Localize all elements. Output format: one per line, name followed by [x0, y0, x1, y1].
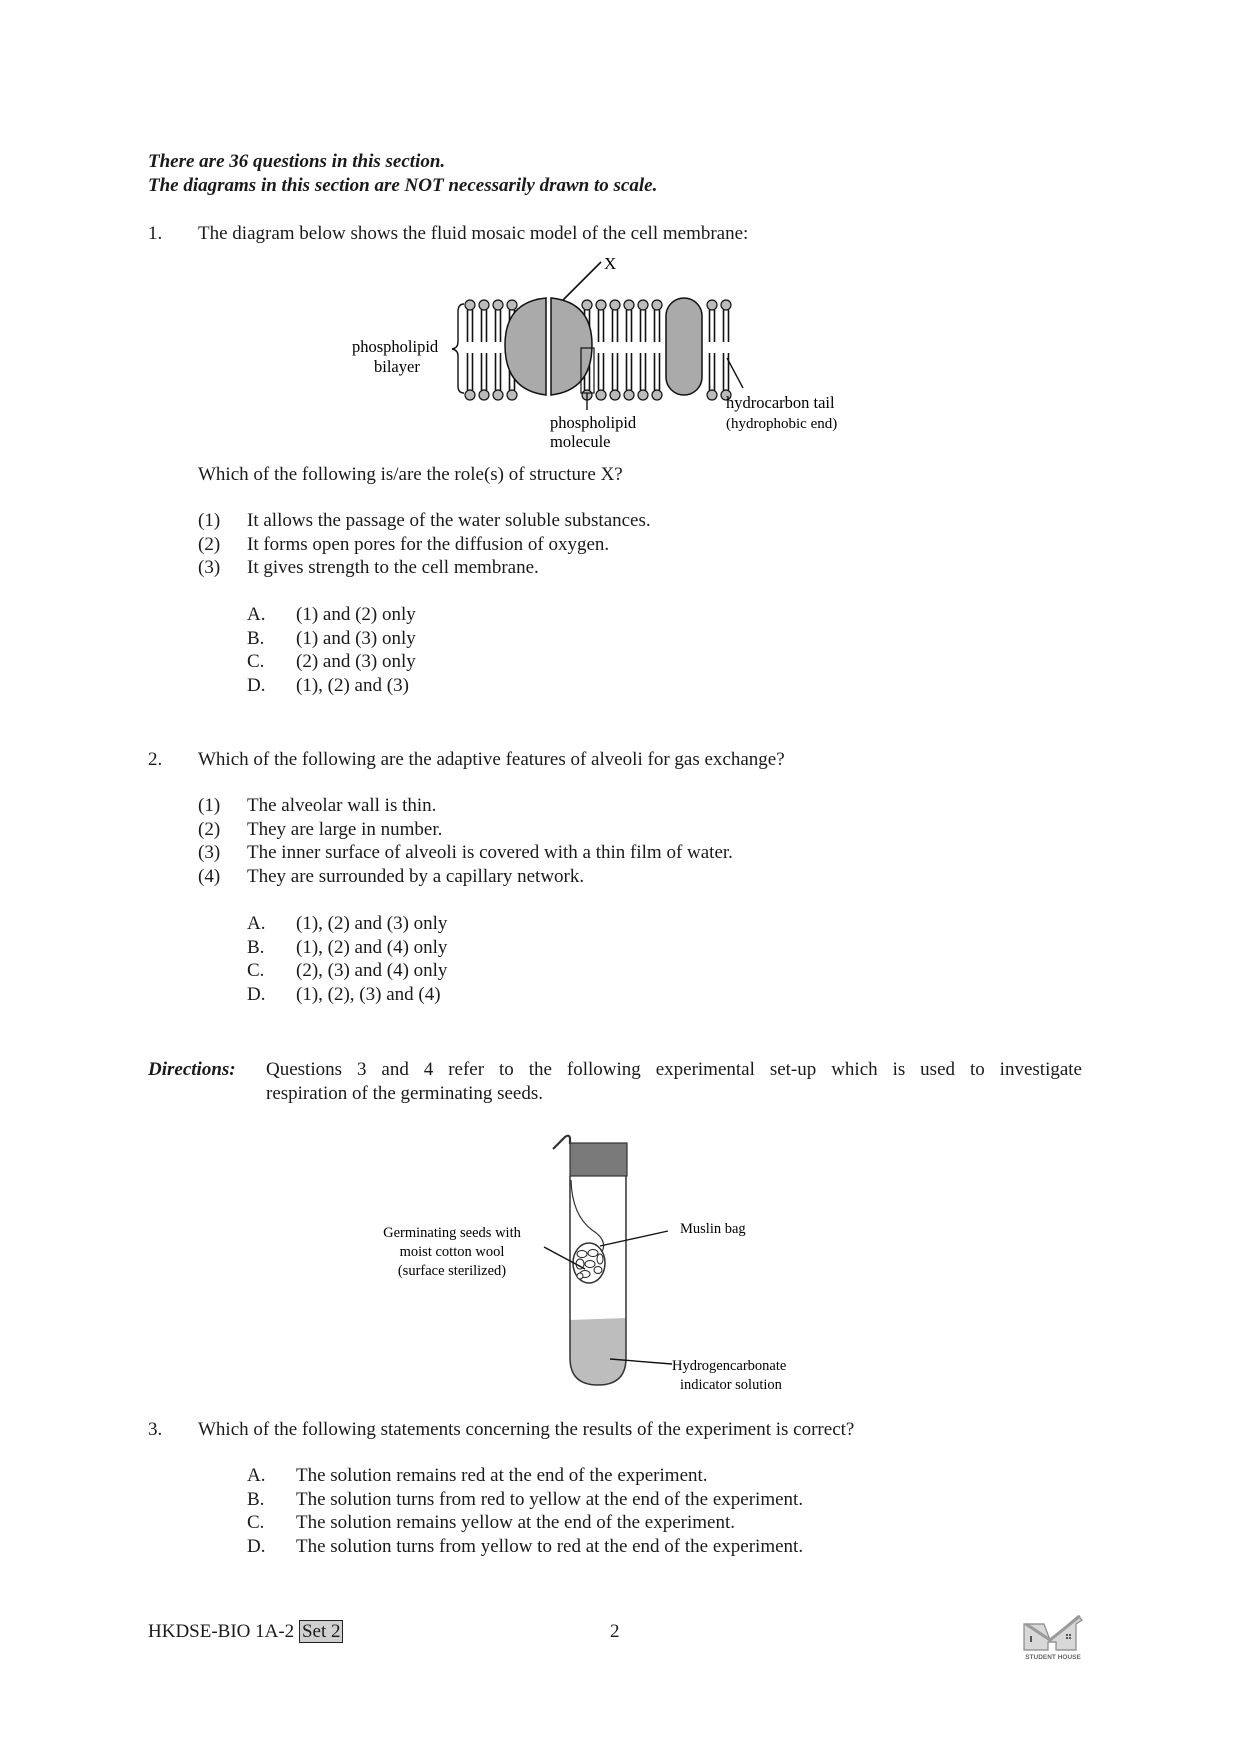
option-label: B. [247, 627, 265, 649]
phospholipid [596, 300, 606, 342]
directions-label: Directions: [148, 1059, 236, 1080]
indicator-solution [570, 1318, 626, 1385]
page-number: 2 [610, 1621, 620, 1642]
label-bilayer-2: bilayer [374, 357, 420, 376]
phospholipid [610, 300, 620, 342]
phosphate-head [610, 390, 620, 400]
cell-membrane-diagram [340, 250, 860, 450]
label-seeds-2: moist cotton wool [399, 1244, 505, 1260]
label-indicator-2: indicator solution [680, 1377, 782, 1393]
option-label: A. [247, 913, 266, 934]
phospholipid [465, 300, 475, 342]
experimental-setup-diagram [360, 1120, 840, 1420]
phosphate-head [507, 300, 517, 310]
question-number: 1. [148, 223, 163, 244]
phosphate-head [721, 300, 731, 310]
x-pointer-line [563, 262, 601, 300]
phosphate-head [479, 390, 489, 400]
phospholipid [493, 300, 503, 342]
student-house-logo-icon [1020, 1612, 1086, 1662]
option-text: The solution turns from red to yellow at the end of the experiment. [296, 1488, 804, 1510]
statement-label: (2) [198, 533, 221, 555]
channel-protein-right-half [551, 298, 592, 395]
phospholipid [596, 353, 606, 400]
phosphate-head [493, 300, 503, 310]
option-text: (1), (2) and (4) only [296, 936, 448, 958]
statement-label: (1) [198, 510, 221, 531]
question-number: 2. [148, 749, 163, 770]
option-text: (2) and (3) only [296, 651, 416, 672]
rubber-stopper [570, 1143, 627, 1176]
label-molecule-2: molecule [550, 432, 611, 450]
phospholipid [652, 300, 662, 342]
membrane-protein [666, 298, 702, 395]
wire-hook [553, 1136, 570, 1149]
option-label: C. [247, 960, 265, 981]
phosphate-head [707, 390, 717, 400]
option-text: (1) and (3) only [296, 627, 416, 649]
logo-text: STUDENT HOUSE [1025, 1654, 1081, 1661]
paper-code: HKDSE-BIO 1A-2 [148, 1621, 295, 1642]
option-label: D. [247, 983, 266, 1005]
intro-line-1: There are 36 questions in this section. [148, 151, 446, 172]
option-label: B. [247, 1488, 265, 1510]
option-text: (2), (3) and (4) only [296, 960, 448, 981]
statement-text: The alveolar wall is thin. [247, 795, 437, 816]
phosphate-head [638, 300, 648, 310]
phosphate-head [596, 300, 606, 310]
phosphate-head [652, 390, 662, 400]
option-text: (1), (2), (3) and (4) [296, 983, 441, 1005]
phospholipid [479, 353, 489, 400]
phospholipid [707, 353, 717, 400]
option-label: D. [247, 674, 266, 696]
label-bilayer-1: phospholipid [352, 337, 439, 356]
phosphate-head [624, 300, 634, 310]
phosphate-head [582, 300, 592, 310]
option-text: The solution remains yellow at the end of the experiment. [296, 1512, 735, 1533]
phospholipid [465, 353, 475, 400]
statement-text: They are surrounded by a capillary network. [247, 865, 585, 887]
option-label: A. [247, 604, 266, 625]
option-label: A. [247, 1465, 266, 1486]
question-stem: Which of the following statements concerning the results of the experiment is correct? [198, 1419, 855, 1440]
phospholipid [638, 353, 648, 400]
option-text: (1), (2) and (3) only [296, 913, 448, 934]
statement-label: (2) [198, 818, 221, 840]
set-badge: Set 2 [299, 1620, 344, 1643]
option-label: B. [247, 936, 265, 958]
directions-line-1: Questions 3 and 4 refer to the following experimental set-up which is used to investigate [266, 1059, 1082, 1080]
phospholipid [652, 353, 662, 400]
statement-label: (4) [198, 865, 221, 887]
question-number: 3. [148, 1419, 163, 1440]
label-seeds-3: (surface sterilized) [397, 1263, 507, 1279]
option-label: C. [247, 651, 265, 672]
phospholipid [638, 300, 648, 342]
statement-label: (3) [198, 842, 221, 863]
phosphate-head [493, 390, 503, 400]
directions-line-2: respiration of the germinating seeds. [266, 1083, 544, 1104]
label-tail-1: hydrocarbon tail [726, 393, 835, 412]
statement-label: (3) [198, 557, 221, 578]
statement-text: It allows the passage of the water soluble substances. [247, 510, 651, 531]
label-indicator-1: Hydrogencarbonate [672, 1358, 787, 1374]
footer-code-line [148, 1620, 343, 1644]
bilayer-brace [452, 304, 464, 393]
phosphate-head [610, 300, 620, 310]
statement-text: They are large in number. [247, 818, 443, 840]
phosphate-head [465, 390, 475, 400]
option-text: The solution remains red at the end of the experiment. [296, 1465, 708, 1486]
statement-text: It forms open pores for the diffusion of oxygen. [247, 533, 610, 555]
phosphate-head [707, 300, 717, 310]
label-muslin: Muslin bag [680, 1221, 746, 1237]
phospholipid [624, 353, 634, 400]
phospholipid [721, 300, 731, 342]
phosphate-head [624, 390, 634, 400]
label-seeds-1: Germinating seeds with [383, 1225, 521, 1241]
label-x: X [604, 254, 617, 273]
phosphate-head [479, 300, 489, 310]
phospholipid [624, 300, 634, 342]
statement-label: (1) [198, 795, 221, 816]
phosphate-head [652, 300, 662, 310]
intro-line-2: The diagrams in this section are NOT necessarily drawn to scale. [148, 175, 658, 196]
phospholipid [610, 353, 620, 400]
phosphate-head [638, 390, 648, 400]
phosphate-head [465, 300, 475, 310]
phospholipid [493, 353, 503, 400]
label-molecule-1: phospholipid [550, 413, 637, 432]
option-text: The solution turns from yellow to red at the end of the experiment. [296, 1535, 804, 1557]
phospholipid [707, 300, 717, 342]
phosphate-head [596, 390, 606, 400]
phospholipid [479, 300, 489, 342]
option-label: C. [247, 1512, 265, 1533]
question-stem: Which of the following are the adaptive features of alveoli for gas exchange? [198, 749, 785, 770]
statement-text: It gives strength to the cell membrane. [247, 557, 539, 578]
option-text: (1) and (2) only [296, 604, 416, 625]
string [571, 1180, 604, 1252]
channel-protein-left-half [505, 298, 546, 395]
question-stem: The diagram below shows the fluid mosaic model of the cell membrane: [198, 223, 749, 244]
question-prompt: Which of the following is/are the role(s) of structure X? [198, 464, 623, 485]
option-label: D. [247, 1535, 266, 1557]
option-text: (1), (2) and (3) [296, 674, 409, 696]
statement-text: The inner surface of alveoli is covered with a thin film of water. [247, 842, 733, 863]
label-tail-2: (hydrophobic end) [726, 416, 838, 432]
phosphate-head [507, 390, 517, 400]
